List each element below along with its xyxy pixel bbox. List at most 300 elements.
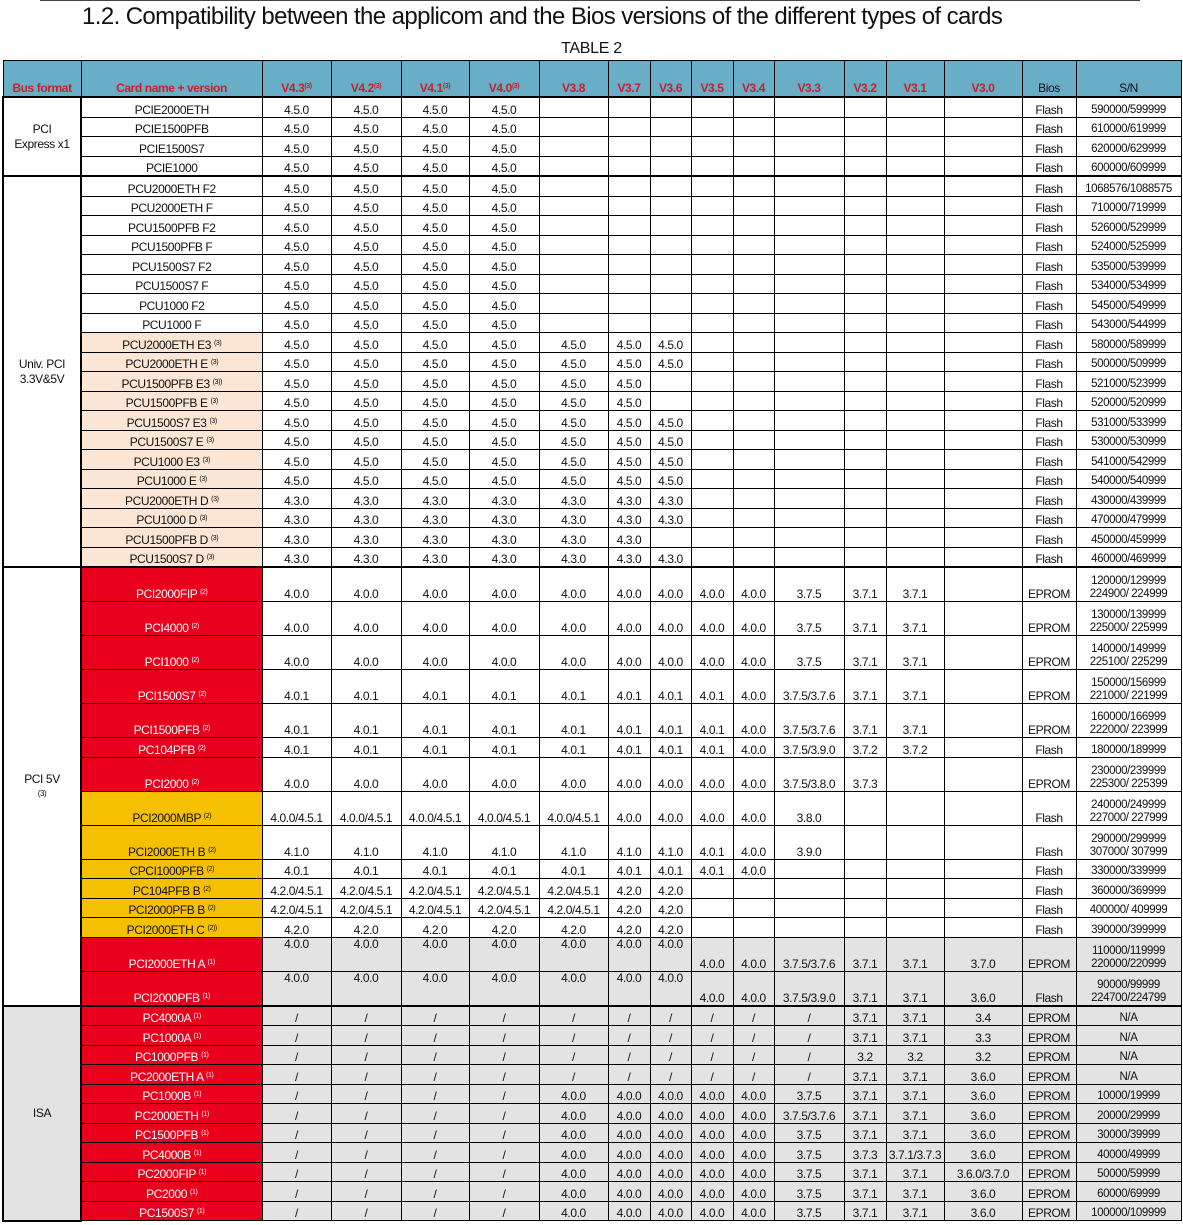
footnote-ref: (2) [198,691,206,698]
footnote-ref: (3) [210,359,219,366]
version-cell [691,97,733,117]
version-cell: 4.2.0 [650,879,691,899]
version-cell [844,430,886,450]
version-cell: 4.0.0 [469,567,539,602]
version-cell: / [608,1045,650,1065]
version-cell [886,508,944,528]
version-cell: 3.7.1 [886,937,944,971]
version-cell: 4.0.0 [401,602,469,636]
version-cell: 4.0.0 [539,1162,608,1182]
version-cell [691,255,733,275]
bios-cell: Flash [1022,352,1076,372]
version-cell [944,313,1022,333]
version-cell [886,879,944,899]
version-cell: 4.3.0 [401,547,469,567]
serial-range: 40000/49999 [1097,1148,1160,1161]
card-name: PC104PFB [138,742,196,757]
version-cell: 4.5.0 [331,430,401,450]
version-cell [733,235,774,255]
version-cell: 4.0.0 [650,567,691,602]
version-cell: 3.6.0 [944,1084,1022,1104]
footnote-ref: (1) [201,1130,209,1137]
version-cell [733,918,774,938]
version-cell [844,274,886,294]
version-cell [944,508,1022,528]
version-cell: 4.0.0 [262,636,331,670]
version-cell [539,235,608,255]
table-row [3,352,1181,372]
serial-range: 225000/ 225999 [1089,622,1168,634]
bios-cell: EPROM [1022,1045,1076,1065]
version-cell: 4.0.0 [691,1143,733,1163]
version-cell [539,137,608,157]
version-cell: 4.5.0 [401,313,469,333]
serial-range: 524000/525999 [1091,241,1166,253]
version-cell: 4.0.1 [650,738,691,758]
version-label: V4.2 [350,81,374,95]
version-cell: 3.7.1 [844,1006,886,1026]
serial-range: 530000/530999 [1091,436,1166,448]
version-cell: 3.7.2 [844,738,886,758]
footnote-ref: (1) [193,1013,201,1020]
table-row [3,137,1181,157]
table-row [3,156,1181,176]
version-cell: / [469,1065,539,1085]
version-cell: 4.5.0 [262,235,331,255]
card-name: CPCI1000PFB [129,864,204,878]
version-cell: 3.6.0 [944,1182,1022,1202]
version-cell [774,528,844,548]
version-cell [733,313,774,333]
serial-number-cell [1076,137,1181,157]
bios-cell: Flash [1022,176,1076,196]
version-cell: 3.7.1 [886,971,944,1006]
table-row [3,898,1181,918]
version-cell: 3.7.1 [886,1026,944,1046]
version-cell [886,528,944,548]
version-cell: 4.0.0 [733,825,774,859]
version-label: V3.6 [658,81,683,95]
version-cell: 4.0.0/4.5.1 [469,791,539,825]
version-cell: 4.5.0 [469,137,539,157]
table-row [3,1084,1181,1104]
version-cell [774,898,844,918]
footnote-ref: (3) [373,83,382,90]
version-cell: / [650,1045,691,1065]
serial-number-cell [1076,1065,1181,1085]
version-cell [733,430,774,450]
version-cell: / [262,1143,331,1163]
version-cell [650,274,691,294]
serial-number-cell [1076,898,1181,918]
version-cell [844,176,886,196]
bios-cell: Flash [1022,216,1076,236]
version-cell [886,469,944,489]
version-cell [844,372,886,392]
version-cell [844,255,886,275]
header-version [539,61,608,98]
card-name: PCI2000ETH C [126,922,205,937]
bios-cell: Flash [1022,825,1076,859]
version-cell: / [650,1026,691,1046]
version-cell: 3.7.5/3.7.6 [774,670,844,704]
card-name-cell [81,898,262,918]
version-cell: 3.7.5 [774,567,844,602]
version-cell: 4.5.0 [650,352,691,372]
version-cell [691,274,733,294]
version-cell: 4.5.0 [401,274,469,294]
version-cell: 3.7.1 [886,1084,944,1104]
version-cell: 4.0.1 [331,738,401,758]
version-cell: / [262,1026,331,1046]
version-cell: 4.0.0 [401,567,469,602]
card-name: PC2000ETH [134,1108,199,1123]
version-cell: 3.7.5 [774,1162,844,1182]
version-cell [886,176,944,196]
version-cell: / [691,1045,733,1065]
card-name: PCU1500PFB D [125,532,208,547]
version-cell [733,489,774,509]
version-label: V3.5 [700,81,724,95]
card-name: PC2000ETH A [130,1069,204,1084]
serial-number-cell [1076,791,1181,825]
card-name-cell [81,450,262,470]
bus-format-label: PCI 5V [24,772,60,787]
table-row [3,528,1181,548]
version-cell: 3.7.1 [844,1104,886,1124]
card-name-cell [81,1084,262,1104]
card-name-cell [81,97,262,117]
table-row [3,450,1181,470]
version-cell: 3.6.0/3.7.0 [944,1162,1022,1182]
version-cell: 4.2.0/4.5.1 [469,898,539,918]
serial-number-cell [1076,879,1181,899]
version-cell: / [733,1026,774,1046]
version-cell [944,117,1022,137]
bios-cell: EPROM [1022,1201,1076,1221]
version-cell: 4.5.0 [262,137,331,157]
version-cell: 4.5.0 [331,97,401,117]
header-version [886,61,944,98]
version-cell: 4.5.0 [331,196,401,216]
card-name: PCI2000PFB [133,990,200,1005]
version-cell [944,274,1022,294]
version-cell [733,274,774,294]
version-cell [844,547,886,567]
version-cell: / [469,1006,539,1026]
version-cell: 4.0.0 [539,937,608,971]
version-cell: / [401,1201,469,1221]
version-cell: 4.0.0 [608,1182,650,1202]
version-cell: 4.0.0/4.5.1 [401,791,469,825]
header-version [650,61,691,98]
version-cell [733,411,774,431]
version-cell: 4.0.0/4.5.1 [262,791,331,825]
version-cell: 4.0.1 [469,859,539,879]
version-cell: 4.0.0 [650,1104,691,1124]
version-cell: / [469,1123,539,1143]
version-cell [650,528,691,548]
version-cell: 4.3.0 [608,489,650,509]
version-cell: 4.2.0 [608,879,650,899]
version-cell [733,469,774,489]
header-row [3,61,1181,98]
serial-number-cell [1076,1006,1181,1026]
version-cell: 3.6.0 [944,1201,1022,1221]
version-cell: 4.0.0 [650,1201,691,1221]
version-cell [733,97,774,117]
version-cell: / [691,1065,733,1085]
table-row [3,274,1181,294]
version-cell: 4.5.0 [401,235,469,255]
version-cell: / [774,1026,844,1046]
version-cell: 4.0.0 [733,1123,774,1143]
version-cell: / [691,1006,733,1026]
footnote-ref: (2) [202,725,210,732]
version-cell [886,372,944,392]
card-name-cell [81,235,262,255]
version-cell [774,352,844,372]
version-cell: 4.5.0 [262,313,331,333]
version-cell: 4.5.0 [469,372,539,392]
version-cell: 4.5.0 [331,372,401,392]
version-cell: / [331,1123,401,1143]
table-row [3,489,1181,509]
version-cell: 4.0.0 [469,937,539,971]
version-cell: 4.0.0/4.5.1 [539,791,608,825]
bios-cell: Flash [1022,528,1076,548]
version-cell: 3.2 [844,1045,886,1065]
bios-cell: EPROM [1022,937,1076,971]
version-cell: 3.6.0 [944,1065,1022,1085]
serial-range: 290000/299999 [1091,832,1166,845]
version-cell: 4.0.0 [691,971,733,1006]
version-cell: 4.0.0 [608,971,650,1006]
header-version [401,61,469,98]
version-cell: / [733,1045,774,1065]
version-cell [691,216,733,236]
serial-range: 160000/166999 [1091,711,1166,723]
version-cell: 4.5.0 [331,274,401,294]
version-cell [733,372,774,392]
version-cell: 4.0.0 [650,1084,691,1104]
version-cell: 4.0.0 [539,636,608,670]
version-cell: 4.0.0 [691,636,733,670]
card-name-cell [81,937,262,971]
version-cell: 4.5.0 [262,255,331,275]
version-cell [886,898,944,918]
table-row [3,1006,1181,1026]
footnote-ref: (3) [209,417,217,425]
version-cell: 4.5.0 [469,294,539,314]
version-cell: 3.7.1 [844,602,886,636]
version-cell: 4.3.0 [331,547,401,567]
bios-cell: EPROM [1022,567,1076,602]
version-cell: 4.5.0 [401,255,469,275]
version-cell [691,528,733,548]
table-row [3,196,1181,216]
version-cell [650,235,691,255]
bios-cell: Flash [1022,547,1076,567]
version-cell [886,859,944,879]
table-row [3,430,1181,450]
version-cell [944,411,1022,431]
serial-range: 430000/439999 [1091,494,1166,507]
serial-range: 224900/ 224999 [1089,588,1168,600]
version-cell: 4.5.0 [401,196,469,216]
serial-range: 526000/529999 [1091,221,1166,234]
serial-range: 590000/599999 [1091,103,1166,116]
serial-range: 400000/ 409999 [1089,904,1168,916]
version-cell [691,117,733,137]
version-cell [650,216,691,236]
serial-number-cell [1076,196,1181,216]
footnote-ref: (3) [210,534,219,542]
version-cell: 4.0.1 [331,704,401,738]
footnote-ref: (2) [191,778,199,786]
version-cell: 4.5.0 [401,372,469,392]
version-cell [608,137,650,157]
version-cell: 4.0.0 [733,1182,774,1202]
card-name: PC1500S7 [139,1206,195,1220]
header-sn: S/N [1076,61,1181,98]
version-cell: / [331,1065,401,1085]
version-cell: 4.0.0 [608,1104,650,1124]
footnote-ref: (3) [442,83,451,90]
version-cell: 4.0.0 [650,602,691,636]
version-label: V3.0 [971,81,995,95]
version-cell: 4.0.0 [608,602,650,636]
version-cell: 4.5.0 [608,391,650,411]
version-cell: 4.5.0 [331,255,401,275]
version-cell: 4.0.0 [733,567,774,602]
table-row [3,255,1181,275]
footnote-ref: (3) [206,554,215,561]
version-cell: 4.5.0 [650,333,691,353]
version-cell: 4.0.0 [733,1162,774,1182]
header-version [262,61,331,98]
version-cell: 4.0.0 [401,971,469,1006]
version-cell: / [331,1026,401,1046]
version-cell: 4.0.0 [469,602,539,636]
version-cell [886,156,944,176]
version-cell: 3.7.1 [844,1162,886,1182]
version-cell: 3.7.1 [886,602,944,636]
card-name-cell [81,918,262,938]
serial-range: 225300/ 225399 [1089,777,1168,790]
table-row [3,235,1181,255]
version-cell: / [262,1065,331,1085]
version-cell: 4.5.0 [608,352,650,372]
version-cell: 4.0.0 [650,791,691,825]
version-cell: / [539,1026,608,1046]
version-cell: / [331,1182,401,1202]
table-row [3,1045,1181,1065]
version-cell [886,313,944,333]
serial-range: 535000/539999 [1091,260,1166,273]
bios-cell: EPROM [1022,670,1076,704]
version-cell [608,274,650,294]
version-cell: 4.0.0 [691,1104,733,1124]
version-cell: 4.3.0 [469,547,539,567]
version-cell: 4.5.0 [539,352,608,372]
version-cell: 3.7.5 [774,602,844,636]
version-cell: 4.0.0 [262,971,331,1006]
version-cell: 4.0.0 [262,602,331,636]
footnote-ref: (2)) [207,924,217,932]
version-cell: 3.7.1 [886,1162,944,1182]
version-cell [944,235,1022,255]
version-cell: 4.0.0 [331,636,401,670]
version-cell [774,859,844,879]
table-row [3,294,1181,314]
serial-range: 10000/19999 [1097,1090,1160,1102]
version-cell: 4.0.0 [608,1123,650,1143]
card-name: PCU1500PFB E [125,396,208,410]
version-cell: 3.7.5/3.8.0 [774,757,844,791]
version-cell: 4.3.0 [331,528,401,548]
bios-cell: Flash [1022,898,1076,918]
version-cell: 4.5.0 [608,372,650,392]
version-cell: 4.3.0 [469,508,539,528]
version-cell: 4.0.0 [650,1182,691,1202]
version-cell [844,294,886,314]
version-cell: 4.3.0 [262,489,331,509]
card-name-cell [81,879,262,899]
card-name: PCU1500S7 E3 [126,415,207,430]
card-name: PCI1500PFB [133,723,200,737]
version-cell [844,196,886,216]
version-cell: 4.0.0 [331,937,401,971]
version-label: V4.3 [281,81,305,95]
version-cell: 4.5.0 [331,391,401,411]
version-cell: 4.5.0 [331,313,401,333]
version-cell [733,255,774,275]
version-cell [774,333,844,353]
version-cell [844,137,886,157]
version-cell: 3.7.3 [844,757,886,791]
version-cell: / [469,1104,539,1124]
version-cell: 4.0.0 [469,757,539,791]
bios-cell: Flash [1022,971,1076,1006]
version-cell: 4.5.0 [262,294,331,314]
version-cell [650,255,691,275]
version-cell [733,528,774,548]
version-cell: 4.0.0 [650,1123,691,1143]
version-cell [774,176,844,196]
footnote-ref: (2) [208,846,216,854]
version-cell: 4.2.0 [539,918,608,938]
bios-cell: Flash [1022,117,1076,137]
serial-number-cell [1076,757,1181,791]
version-cell: 4.0.0 [733,738,774,758]
version-cell: 4.0.0 [733,602,774,636]
version-cell: 4.5.0 [650,411,691,431]
version-cell [944,294,1022,314]
version-cell [844,489,886,509]
version-cell: 4.0.0 [691,937,733,971]
version-cell: 4.0.0 [608,636,650,670]
version-cell: 4.5.0 [331,469,401,489]
serial-range: 60000/69999 [1097,1187,1160,1200]
card-name-cell [81,636,262,670]
version-cell: 4.3.0 [539,489,608,509]
version-cell [944,825,1022,859]
card-name-cell [81,567,262,602]
version-cell: 4.0.0 [401,636,469,670]
version-cell [733,391,774,411]
version-cell: / [401,1162,469,1182]
